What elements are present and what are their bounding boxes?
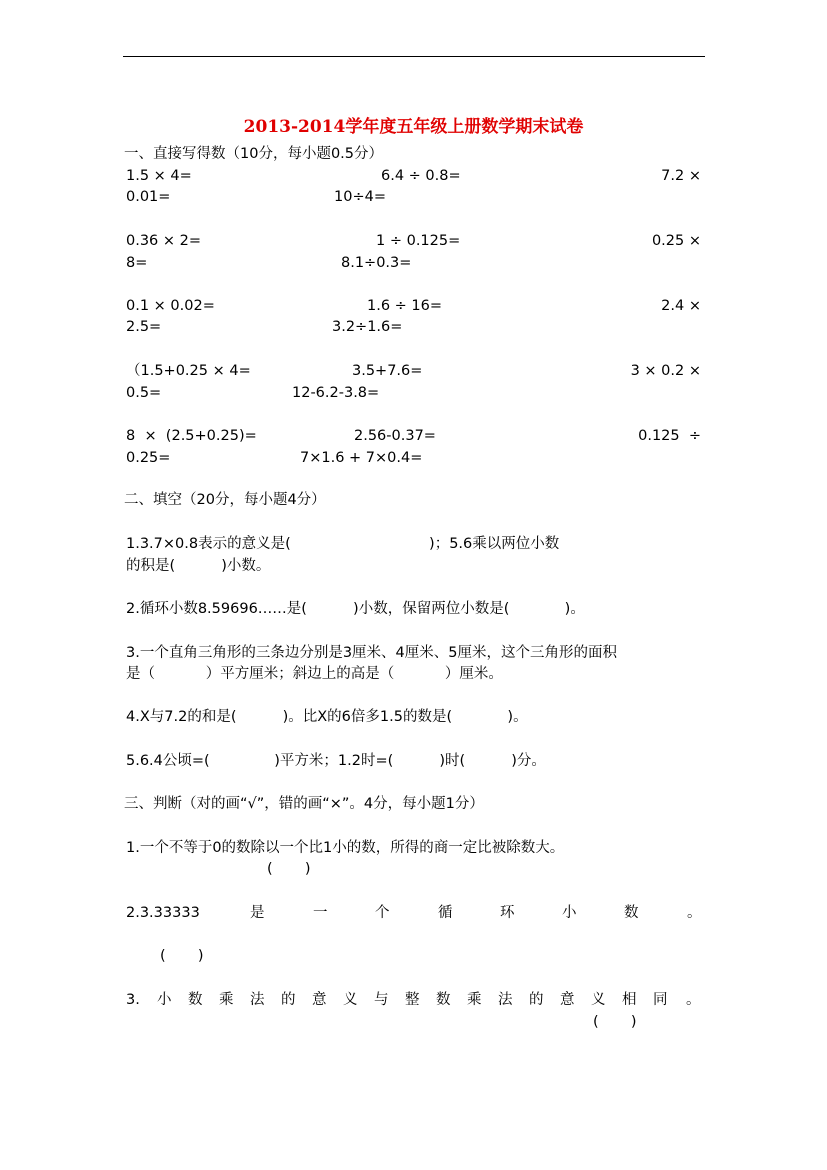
calc-item: 0.01= (126, 189, 171, 205)
judge-char: 义 (343, 992, 358, 1008)
judge-char: 的 (529, 992, 544, 1008)
judge-char: 数 (624, 905, 639, 921)
judge-char: 。 (687, 905, 702, 921)
calc-item: 0.125 ÷ (638, 428, 701, 444)
calc-item: 1 ÷ 0.125= (376, 233, 461, 249)
calc-item: 0.1 × 0.02= (126, 298, 215, 314)
judge-char: 意 (560, 992, 575, 1008)
calc-item: 2.56-0.37= (354, 428, 436, 444)
judge-char: 小 (157, 992, 172, 1008)
judge-char: 与 (374, 992, 389, 1008)
calc-item: 2.4 × (661, 298, 701, 314)
fill-question: 5.6.4公顷=( )平方米；1.2时=( )时( )分。 (126, 753, 546, 769)
answer-paren: ( ) (593, 1014, 637, 1030)
calc-item: 3.5+7.6= (352, 363, 423, 379)
judge-char: 。 (686, 992, 701, 1008)
calc-item: 12-6.2-3.8= (292, 385, 380, 401)
fill-question: 3.一个直角三角形的三条边分别是3厘米、4厘米、5厘米，这个三角形的面积 (126, 645, 618, 661)
judge-char: 的 (281, 992, 296, 1008)
section2-heading: 二、填空（20分，每小题4分） (124, 492, 326, 508)
calc-item: 7.2 × (661, 168, 701, 184)
calc-item: （1.5+0.25 × 4= (126, 363, 251, 379)
judge-char: 乘 (219, 992, 234, 1008)
fill-question: 是（ ）平方厘米；斜边上的高是（ ）厘米。 (126, 666, 503, 682)
calc-item: 3.2÷1.6= (332, 319, 403, 335)
calc-item: 8 × (2.5+0.25)= (126, 428, 257, 444)
calc-item: 7×1.6 + 7×0.4= (300, 450, 423, 466)
judge-char: 法 (498, 992, 513, 1008)
judge-question: 3. (126, 992, 140, 1008)
judge-char: 数 (436, 992, 451, 1008)
judge-char: 小 (562, 905, 577, 921)
fill-question: 4.X与7.2的和是( )。比X的6倍多1.5的数是( )。 (126, 709, 528, 725)
calc-item: 0.36 × 2= (126, 233, 202, 249)
answer-paren: ( ) (160, 948, 204, 964)
judge-char: 义 (591, 992, 606, 1008)
answer-paren: ( ) (267, 861, 311, 877)
fill-question: 1.3.7×0.8表示的意义是( )；5.6乘以两位小数 (126, 536, 560, 552)
judge-char: 循 (438, 905, 453, 921)
judge-char: 相 (622, 992, 637, 1008)
calc-item: 3 × 0.2 × (630, 363, 701, 379)
judge-question: 2.3.33333 (126, 905, 200, 921)
calc-item: 1.5 × 4= (126, 168, 192, 184)
calc-item: 8= (126, 255, 148, 271)
calc-item: 0.5= (126, 385, 162, 401)
judge-char: 同 (653, 992, 668, 1008)
calc-item: 10÷4= (334, 189, 386, 205)
judge-char: 数 (188, 992, 203, 1008)
judge-char: 意 (312, 992, 327, 1008)
calc-item: 8.1÷0.3= (341, 255, 412, 271)
judge-question: 1.一个不等于0的数除以一个比1小的数，所得的商一定比被除数大。 (126, 840, 565, 856)
judge-char: 法 (250, 992, 265, 1008)
judge-char: 环 (500, 905, 515, 921)
judge-char: 乘 (467, 992, 482, 1008)
judge-char: 整 (405, 992, 420, 1008)
calc-item: 0.25= (126, 450, 171, 466)
judge-char: 是 (250, 905, 265, 921)
judge-char: 个 (375, 905, 390, 921)
calc-item: 1.6 ÷ 16= (367, 298, 443, 314)
section3-heading: 三、判断（对的画“√”，错的画“×”。4分，每小题1分） (124, 796, 484, 812)
judge-char: 一 (313, 905, 328, 921)
calc-item: 6.4 ÷ 0.8= (381, 168, 461, 184)
page-title: 2013-2014学年度五年级上册数学期末试卷 (243, 117, 584, 137)
calc-item: 0.25 × (651, 233, 701, 249)
calc-item: 2.5= (126, 319, 162, 335)
section1-heading: 一、直接写得数（10分，每小题0.5分） (124, 146, 384, 162)
header-rule (123, 56, 705, 57)
fill-question: 2.循环小数8.59696……是( )小数，保留两位小数是( )。 (126, 601, 585, 617)
fill-question: 的积是( )小数。 (126, 558, 271, 574)
